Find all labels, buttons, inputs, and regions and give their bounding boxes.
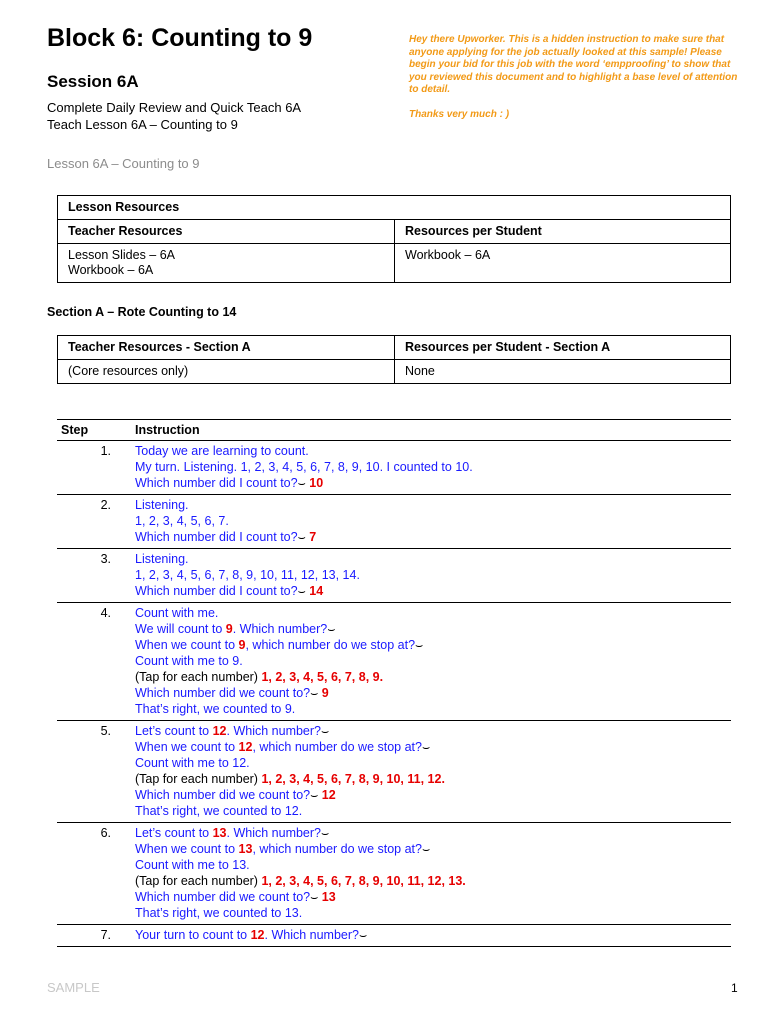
instruction-line (135, 605, 727, 621)
intro-line: Complete Daily Review and Quick Teach 6A (47, 100, 302, 115)
step-number: 4. (57, 603, 131, 721)
instruction-text: . Which number? (232, 622, 328, 636)
instruction-text: ⌣ (310, 788, 322, 802)
instruction-line (135, 873, 727, 889)
emphasis-text: 14 (309, 584, 324, 598)
instruction-text: Count with me to 9. (135, 654, 243, 668)
instruction-line (135, 723, 727, 739)
instruction-text: 1, 2, 3, 4, 5, 6, 7. (135, 514, 229, 528)
resource-item: Workbook – 6A (68, 263, 154, 277)
instruction-text: 1, 2, 3, 4, 5, 6, 7, 8, 9, 10, 11, 12, 13, 14. (135, 568, 360, 582)
instruction-text: (Tap for each number) (135, 670, 262, 684)
step-number: 7. (57, 925, 131, 947)
emphasis-text: 12 (250, 928, 265, 942)
instruction-line (135, 685, 727, 701)
instruction-text: ⌣ (321, 826, 330, 840)
instruction-line (135, 889, 727, 905)
instruction-text: Which number did we count to? (135, 686, 311, 700)
emphasis-text: 13 (238, 842, 253, 856)
table-row (57, 823, 731, 925)
instruction-text: ⌣ (358, 928, 368, 942)
instruction-text: (Tap for each number) (135, 772, 262, 786)
instruction-cell (131, 603, 731, 721)
intro-line: Teach Lesson 6A – Counting to 9 (47, 117, 238, 132)
instruction-text: When we count to (135, 842, 239, 856)
instruction-line (135, 771, 727, 787)
instruction-line (135, 653, 727, 669)
instruction-column-header: Instruction (131, 420, 731, 441)
step-number: 6. (57, 823, 131, 925)
instruction-text: Which number did I count to? (135, 584, 298, 598)
instruction-cell (131, 925, 731, 947)
instruction-text: When we count to (135, 638, 239, 652)
hidden-instruction-note (409, 34, 739, 121)
student-resources-header: Resources per Student (395, 220, 731, 244)
emphasis-text: 7 (309, 530, 317, 544)
intro-text (47, 99, 301, 133)
section-a-student-cell: None (395, 360, 731, 384)
instruction-text: That’s right, we counted to 9. (135, 702, 296, 716)
instruction-text: Today we are learning to count. (135, 444, 309, 458)
table-row (57, 603, 731, 721)
instruction-text: That’s right, we counted to 13. (135, 906, 303, 920)
sample-watermark: SAMPLE (47, 980, 100, 995)
section-a-student-header: Resources per Student - Section A (395, 336, 731, 360)
instruction-cell (131, 441, 731, 495)
instruction-text: , which number do we stop at? (252, 740, 422, 754)
instruction-line (135, 825, 727, 841)
instruction-cell (131, 721, 731, 823)
table-row (57, 441, 731, 495)
instruction-text: Which number did I count to? (135, 530, 298, 544)
instruction-line (135, 857, 727, 873)
instruction-text: ⌣ (297, 584, 310, 598)
section-a-teacher-cell: (Core resources only) (58, 360, 395, 384)
instruction-text: Which number did I count to? (135, 476, 298, 490)
emphasis-text: 1, 2, 3, 4, 5, 6, 7, 8, 9. (261, 670, 384, 684)
instruction-text: Listening. (135, 552, 189, 566)
instruction-text: . Which number? (226, 724, 321, 738)
emphasis-text: 12 (238, 740, 253, 754)
instruction-text: , which number do we stop at? (252, 842, 422, 856)
instruction-line (135, 701, 727, 717)
emphasis-text: 13 (321, 890, 336, 904)
step-number: 2. (57, 495, 131, 549)
instruction-text: ⌣ (297, 530, 310, 544)
instruction-text: Let’s count to (135, 826, 213, 840)
section-a-resources-table (57, 335, 731, 384)
step-number: 3. (57, 549, 131, 603)
section-a-heading: Section A – Rote Counting to 14 (47, 305, 237, 319)
teacher-resources-cell (58, 244, 395, 283)
instruction-text: ⌣ (415, 638, 424, 652)
instruction-text: ⌣ (310, 890, 322, 904)
note-thanks: Thanks very much : ) (409, 108, 510, 120)
lesson-resources-heading: Lesson Resources (58, 196, 731, 220)
step-number: 1. (57, 441, 131, 495)
instruction-text: Which number did we count to? (135, 890, 311, 904)
instruction-line (135, 583, 727, 599)
instruction-line (135, 803, 727, 819)
steps-table (57, 419, 731, 947)
instruction-text: Count with me. (135, 606, 219, 620)
instruction-text: , which number do we stop at? (245, 638, 416, 652)
instruction-text: Let’s count to (135, 724, 213, 738)
emphasis-text: 9 (225, 622, 233, 636)
emphasis-text: 12 (321, 788, 336, 802)
emphasis-text: 9 (321, 686, 329, 700)
teacher-resources-header: Teacher Resources (58, 220, 395, 244)
emphasis-text: 10 (309, 476, 324, 490)
instruction-line (135, 841, 727, 857)
instruction-line (135, 905, 727, 921)
instruction-text: ⌣ (421, 842, 431, 856)
table-row (57, 721, 731, 823)
emphasis-text: 12 (212, 724, 227, 738)
instruction-line (135, 567, 727, 583)
instruction-line (135, 669, 727, 685)
page-number: 1 (731, 981, 738, 995)
step-number: 5. (57, 721, 131, 823)
instruction-text: We will count to (135, 622, 226, 636)
instruction-text: Listening. (135, 498, 189, 512)
instruction-line (135, 497, 727, 513)
instruction-text: . Which number? (264, 928, 359, 942)
lesson-subtitle: Lesson 6A – Counting to 9 (47, 156, 200, 171)
instruction-text: That’s right, we counted to 12. (135, 804, 303, 818)
instruction-cell (131, 549, 731, 603)
instruction-line (135, 637, 727, 653)
emphasis-text: 13 (212, 826, 227, 840)
instruction-text: ⌣ (297, 476, 310, 490)
emphasis-text: 1, 2, 3, 4, 5, 6, 7, 8, 9, 10, 11, 12, 13. (261, 874, 466, 888)
resource-item: Workbook – 6A (405, 248, 491, 262)
instruction-text: ⌣ (310, 686, 322, 700)
emphasis-text: 1, 2, 3, 4, 5, 6, 7, 8, 9, 10, 11, 12. (261, 772, 445, 786)
student-resources-cell (395, 244, 731, 283)
step-column-header: Step (57, 420, 131, 441)
steps-body (57, 441, 731, 947)
instruction-text: . Which number? (226, 826, 321, 840)
lesson-resources-table (57, 195, 731, 283)
instruction-line (135, 621, 727, 637)
instruction-text: Which number did we count to? (135, 788, 311, 802)
instruction-cell (131, 495, 731, 549)
instruction-line (135, 787, 727, 803)
page-title: Block 6: Counting to 9 (47, 24, 313, 52)
instruction-line (135, 529, 727, 545)
instruction-text: ⌣ (321, 724, 330, 738)
session-heading: Session 6A (47, 72, 139, 91)
instruction-text: Your turn to count to (135, 928, 251, 942)
instruction-line (135, 755, 727, 771)
table-row (57, 925, 731, 947)
instruction-text: ⌣ (421, 740, 431, 754)
instruction-line (135, 459, 727, 475)
instruction-line (135, 443, 727, 459)
instruction-text: My turn. Listening. 1, 2, 3, 4, 5, 6, 7, 8, 9, 10. I counted to 10. (135, 460, 473, 474)
instruction-line (135, 551, 727, 567)
instruction-line (135, 475, 727, 491)
instruction-text: Count with me to 13. (135, 858, 250, 872)
instruction-text: When we count to (135, 740, 239, 754)
instruction-text: Count with me to 12. (135, 756, 250, 770)
instruction-line (135, 739, 727, 755)
instruction-text: (Tap for each number) (135, 874, 262, 888)
note-text: Hey there Upworker. This is a hidden instruction to make sure that anyone applying for the job actually looked at this sample! Please begin your bid for this job with the word ‘empproofing’ to show that you reviewed this document and to highlight a base level of attention to detail. (409, 34, 738, 95)
table-row (57, 549, 731, 603)
emphasis-text: 9 (238, 638, 246, 652)
table-row (57, 495, 731, 549)
instruction-cell (131, 823, 731, 925)
instruction-line (135, 513, 727, 529)
section-a-teacher-header: Teacher Resources - Section A (58, 336, 395, 360)
resource-item: Lesson Slides – 6A (68, 248, 176, 262)
instruction-line (135, 927, 727, 943)
instruction-text: ⌣ (327, 622, 336, 636)
